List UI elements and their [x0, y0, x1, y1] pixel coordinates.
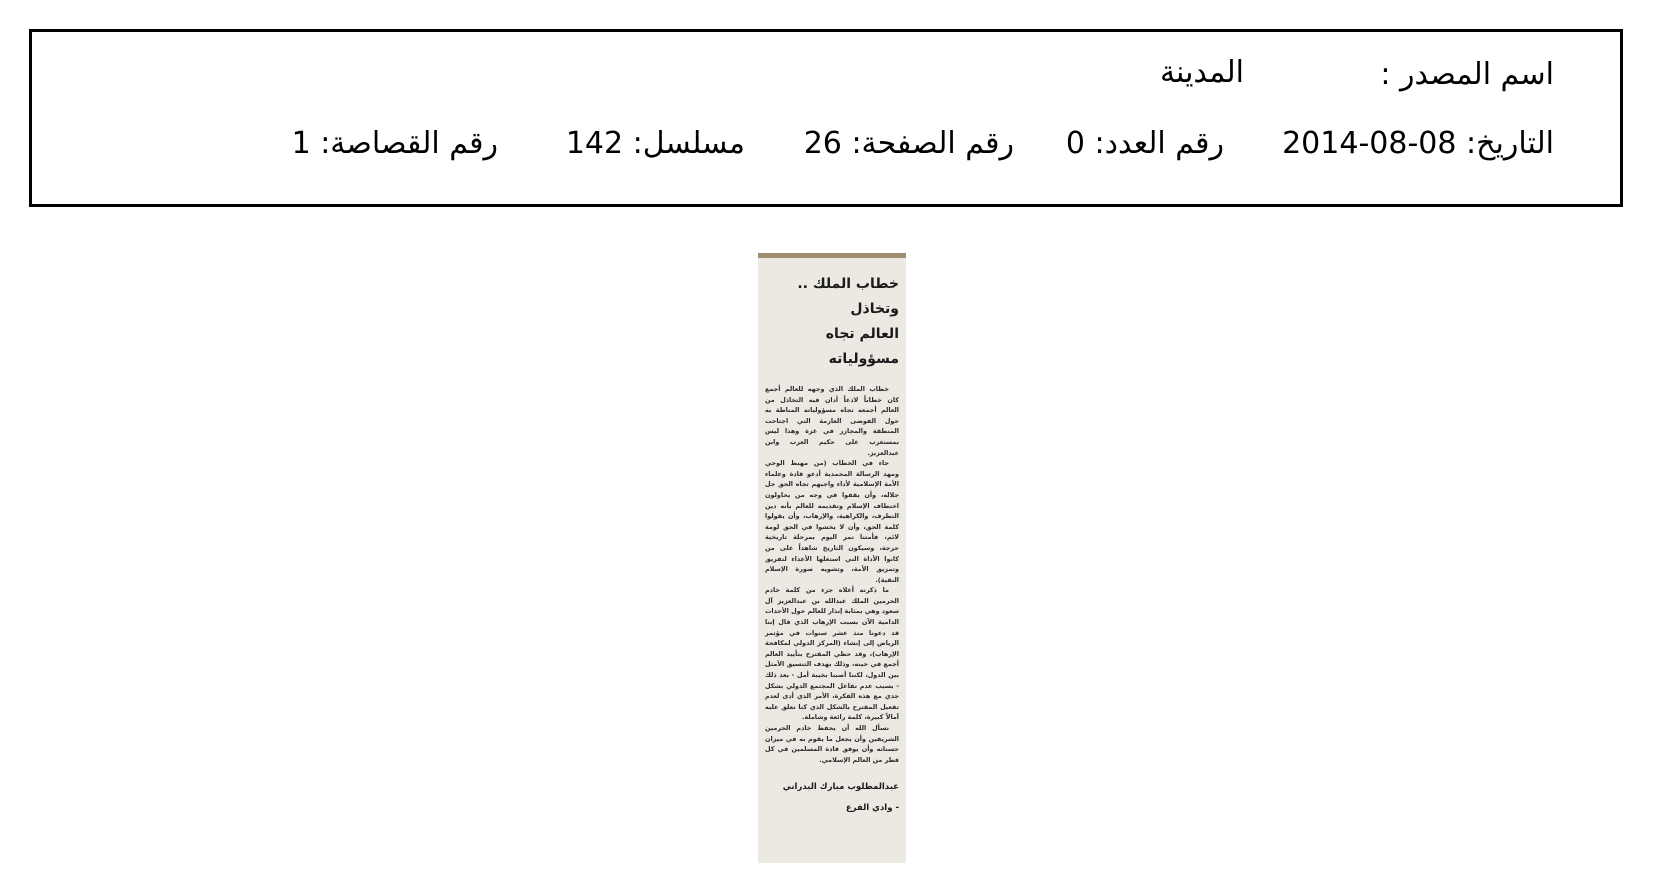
source-label: اسم المصدر :	[1380, 57, 1554, 92]
body-paragraph: ما ذكرته أعلاه جزء من كلمة خادم الحرمين الملك عبدالله بن عبدالعزيز آل سعود وهي بمثابة إنذار للعالم حول الأحداث الدامية الآن بسبب الإرهاب الذي قال إننا قد دعونا منذ عشر سنوات في مؤتمر الرياض إلى إنشاء (المركز الدولي لمكافحة الإرهاب)، وقد حظي المقترح بتأييد العالم أجمع في حينه، وذلك بهدف التنسيق الأمثل بين الدول، لكننا أصبنا بخيبة أمل - بعد ذلك - بسبب عدم تفاعل المجتمع الدولي بشكل جدي مع هذه الفكرة، الأمر الذي أدى لعدم تفعيل المقترح بالشكل الذي كنا نعلق عليه آمالاً كبيرة، كلمة رائعة وشاملة.	[765, 586, 899, 722]
clipping-info-box	[29, 29, 1623, 207]
body-paragraph: خطاب الملك الذي وجهه للعالم أجمع كان خطاباً لاذعاً أدان فيه التخاذل من العالم أجمعه تجاه مسؤولياته المناطة به حول الفوضى العارمة التي اجتاحت المنطقة والمجازر في غزة وهذا ليس بمستغرب على حكيم العرب وابن عبدالعزيز.	[765, 385, 899, 457]
serial-field: مسلسل: 142	[565, 126, 745, 161]
source-value: المدينة	[1159, 55, 1244, 90]
issue-number-field: رقم العدد: 0	[1065, 126, 1224, 161]
date-field: التاريخ: 08-08-2014	[1282, 126, 1554, 161]
body-paragraph: جاء في الخطاب (من مهبط الوحي ومهد الرسالة المحمدية أدعو قادة وعلماء الأمة الإسلامية لأداء واجبهم تجاه الحق جل جلاله، وأن يقفوا في وجه من يحاولون اختطاف الإسلام وتقديمه للعالم بأنه دين التطرف، والكراهية، والإرهاب، وأن يقولوا كلمة الحق، وأن لا يخشوا في الحق لومة لائم، فأمتنا تمر اليوم بمرحلة تاريخية حرجة، وسيكون التاريخ شاهداً على من كانوا الأداة التي استغلها الأعداء لتفريق وتمزيق الأمة، وتشويه صورة الإسلام النقية).	[765, 459, 899, 584]
page-number-field: رقم الصفحة: 26	[803, 126, 1014, 161]
clipping-body	[765, 384, 899, 765]
clipping-number-field: رقم القصاصة: 1	[291, 126, 498, 161]
body-paragraph: نسأل الله أن يحفظ خادم الحرمين الشريفين وأن يجعل ما يقوم به في ميزان حسناته وأن يوفق قادة المسلمين في كل قطر من العالم الإسلامي.	[765, 724, 899, 764]
clipping-headline	[765, 272, 899, 372]
headline-line-1: خطاب الملك .. وتخاذل	[797, 276, 899, 317]
headline-line-2: العالم تجاه مسؤولياته	[825, 326, 899, 367]
clipping-location: - وادي الفرع	[845, 803, 899, 814]
newspaper-clipping	[758, 253, 906, 863]
clipping-author: عبدالمطلوب مبارك البدراني	[782, 782, 899, 793]
